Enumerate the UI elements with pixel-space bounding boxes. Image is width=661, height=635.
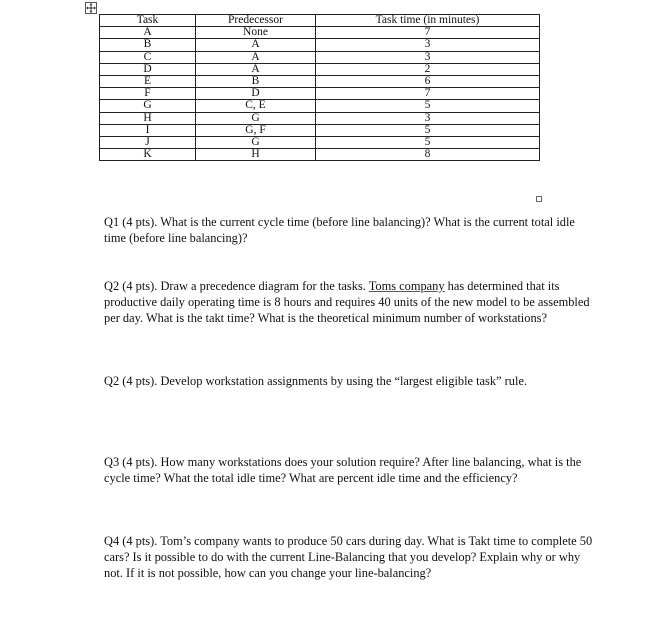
predecessor-cell: A <box>196 63 316 75</box>
time-cell: 3 <box>316 51 540 63</box>
predecessor-cell: A <box>196 51 316 63</box>
time-cell: 7 <box>316 88 540 100</box>
table-row <box>100 75 540 87</box>
question-2-text-end: has determined that its productive daily operating time is 8 hours and requires 40 units of the new model to be assembled per day. What is the takt time? What is the theoretical minimum number of workstations? <box>104 279 590 325</box>
time-cell: 3 <box>316 112 540 124</box>
predecessor-cell: None <box>196 27 316 39</box>
predecessor-cell: G, F <box>196 124 316 136</box>
time-cell: 5 <box>316 100 540 112</box>
time-cell: 2 <box>316 63 540 75</box>
task-table <box>99 14 540 161</box>
time-cell: 5 <box>316 136 540 148</box>
predecessor-cell: G <box>196 112 316 124</box>
table-row <box>100 27 540 39</box>
time-cell: 6 <box>316 75 540 87</box>
task-cell: A <box>100 27 196 39</box>
task-cell: K <box>100 149 196 161</box>
time-cell: 3 <box>316 39 540 51</box>
table-row <box>100 88 540 100</box>
question-2-assignments: Q2 (4 pts). Develop workstation assignments by using the “largest eligible task” rule. <box>104 374 528 388</box>
task-cell: B <box>100 39 196 51</box>
question-1: Q1 (4 pts). What is the current cycle time (before line balancing)? What is the current total idle time (before line balancing)? <box>104 215 575 245</box>
header-task: Task <box>100 15 196 27</box>
table-row <box>100 112 540 124</box>
table-row <box>100 124 540 136</box>
question-2-text-start: Q2 (4 pts). Draw a precedence diagram for the tasks. <box>104 279 369 293</box>
table-row <box>100 136 540 148</box>
task-cell: H <box>100 112 196 124</box>
table-row <box>100 100 540 112</box>
time-cell: 7 <box>316 27 540 39</box>
predecessor-cell: G <box>196 136 316 148</box>
predecessor-cell: D <box>196 88 316 100</box>
question-3: Q3 (4 pts). How many workstations does your solution require? After line balancing, what is the cycle time? What the total idle time? What are percent idle time and the efficiency? <box>104 455 582 485</box>
task-cell: I <box>100 124 196 136</box>
predecessor-cell: A <box>196 39 316 51</box>
predecessor-cell: H <box>196 149 316 161</box>
question-2-precedence <box>104 278 594 326</box>
task-cell: G <box>100 100 196 112</box>
time-cell: 8 <box>316 149 540 161</box>
question-4: Q4 (4 pts). Tom’s company wants to produce 50 cars during day. What is Takt time to complete 50 cars? Is it possible to do with the current Line-Balancing that you develop? Explain why or why not. If it is not possible, how can you change your line-balancing? <box>104 534 593 580</box>
task-cell: D <box>100 63 196 75</box>
predecessor-cell: C, E <box>196 100 316 112</box>
table-move-handle-icon[interactable] <box>85 2 97 14</box>
table-row <box>100 39 540 51</box>
predecessor-cell: B <box>196 75 316 87</box>
time-cell: 5 <box>316 124 540 136</box>
header-predecessor: Predecessor <box>196 15 316 27</box>
task-cell: C <box>100 51 196 63</box>
table-row <box>100 63 540 75</box>
spellcheck-underlined-text: Toms company <box>368 279 445 293</box>
task-cell: E <box>100 75 196 87</box>
task-cell: F <box>100 88 196 100</box>
table-header-row <box>100 15 540 27</box>
header-task-time: Task time (in minutes) <box>316 15 540 27</box>
task-cell: J <box>100 136 196 148</box>
table-row <box>100 51 540 63</box>
table-row <box>100 149 540 161</box>
table-resize-handle-icon[interactable] <box>536 196 542 202</box>
